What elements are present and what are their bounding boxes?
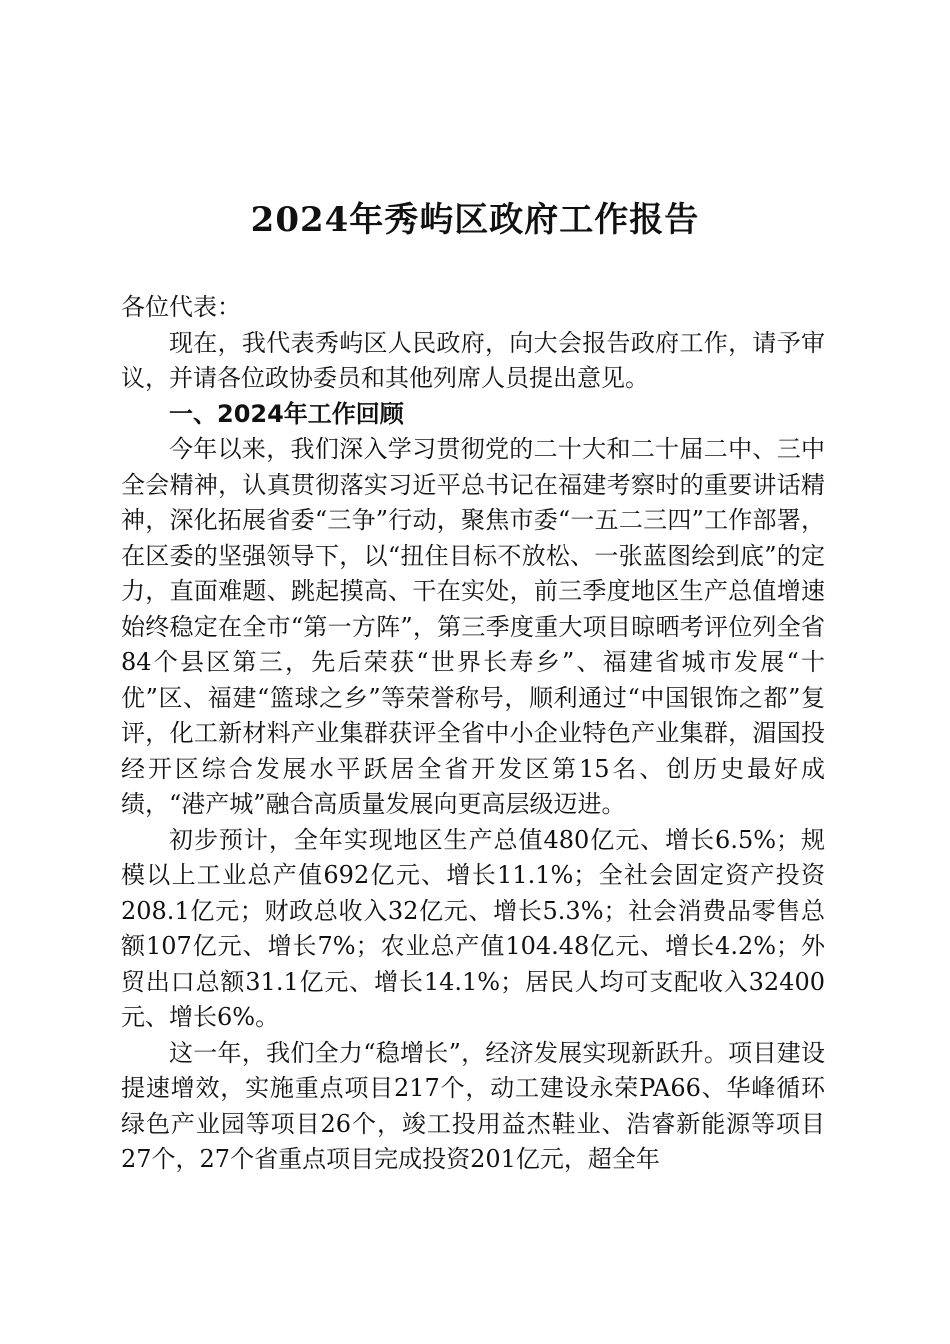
document-body <box>121 290 825 1178</box>
section-heading: 一、2024年工作回顾 <box>169 399 404 428</box>
intro-paragraph: 现在，我代表秀屿区人民政府，向大会报告政府工作，请予审议，并请各位政协委员和其他列席人员提出意见。 <box>121 328 825 392</box>
review-paragraph-2: 初步预计，全年实现地区生产总值480亿元、增长6.5%；规模以上工业总产值692亿元、增长11.1%；全社会固定资产投资208.1亿元；财政总收入32亿元、增长5.3%；社会消费品零售总额107亿元、增长7%；农业总产值104.48亿元、增长4.2%；外贸出口总额31.1亿元、增长14.1%；居民人均可支配收入32400元、增长6%。 <box>121 825 825 1031</box>
review-paragraph-1: 今年以来，我们深入学习贯彻党的二十大和二十届二中、三中全会精神，认真贯彻落实习近平总书记在福建考察时的重要讲话精神，深化拓展省委“三争”行动，聚焦市委“一五二三四”工作部署，在区委的坚强领导下，以“扭住目标不放松、一张蓝图绘到底”的定力，直面难题、跳起摸高、干在实处，前三季度地区生产总值增速始终稳定在全市“第一方阵”，第三季度重大项目晾晒考评位列全省84个县区第三，先后荣获“世界长寿乡”、福建省城市发展“十优”区、福建“篮球之乡”等荣誉称号，顺利通过“中国银饰之都”复评，化工新材料产业集群获评全省中小企业特色产业集群，湄国投经开区综合发展水平跃居全省开发区第15名、创历史最好成绩，“港产城”融合高质量发展向更高层级迈进。 <box>121 435 825 818</box>
salutation: 各位代表： <box>121 293 241 321</box>
review-paragraph-3: 这一年，我们全力“稳增长”，经济发展实现新跃升。项目建设提速增效，实施重点项目217个，动工建设永荣PA66、华峰循环绿色产业园等项目26个，竣工投用益杰鞋业、浩睿新能源等项目27个，27个省重点项目完成投资201亿元，超全年 <box>121 1038 825 1173</box>
document-title: 2024年秀屿区政府工作报告 <box>250 200 700 240</box>
